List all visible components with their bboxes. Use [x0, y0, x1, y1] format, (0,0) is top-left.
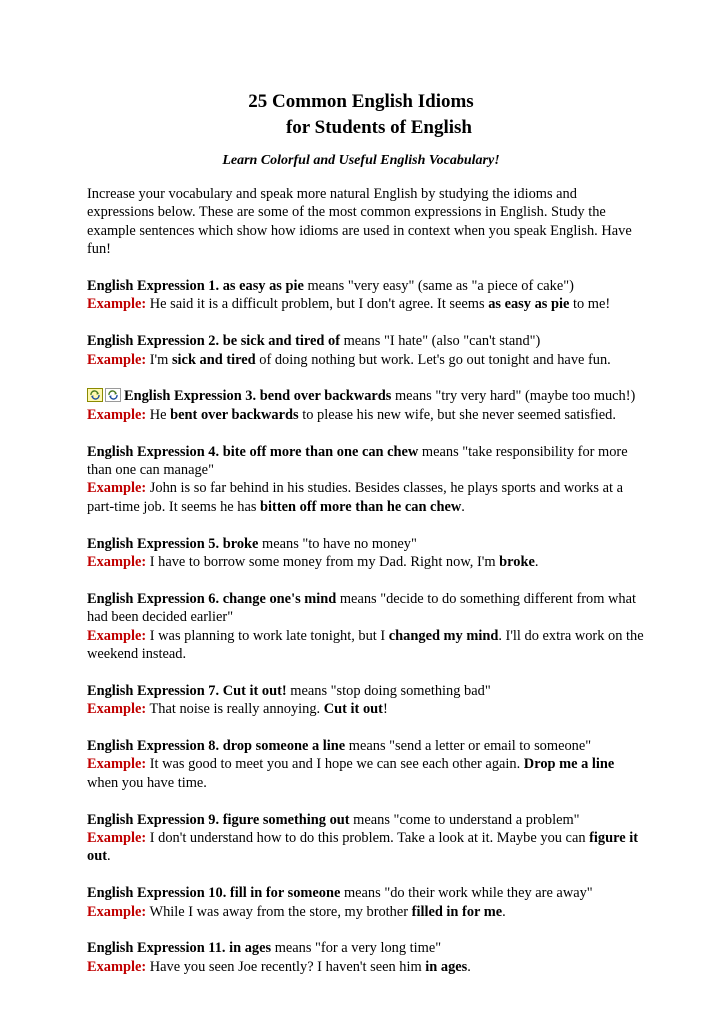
expression-meaning: means "decide to do something different from what had been decided earlier" [87, 590, 637, 626]
example-idiom: Cut it out [323, 701, 383, 718]
page-subtitle: Learn Colorful and Useful English Vocabulary! [222, 153, 500, 168]
example-text: He [146, 406, 171, 423]
page-title-line-2: for Students of English [285, 117, 472, 138]
example-text: I'm [146, 351, 172, 368]
expression-idiom: bend over backwards [259, 388, 392, 405]
expression-entry-6 [87, 590, 647, 664]
expression-idiom: as easy as pie [222, 278, 304, 295]
example-label: Example: [87, 958, 147, 975]
expression-entry-10 [87, 884, 647, 921]
expression-heading: English Expression 5. [87, 535, 220, 552]
example-text-end: . [502, 903, 506, 920]
example-label: Example: [87, 830, 147, 847]
example-idiom: bitten off more than he can chew [260, 498, 462, 515]
inline-icons [87, 388, 122, 402]
example-idiom: sick and tired [171, 351, 256, 368]
example-text: While I was away from the store, my brother [146, 903, 412, 920]
expression-heading: English Expression 3. [124, 388, 257, 405]
example-text-end: to me! [569, 296, 611, 313]
expression-entry-7 [87, 682, 647, 719]
example-text: I have to borrow some money from my Dad. Right now, I'm [146, 554, 500, 571]
example-label: Example: [87, 701, 147, 718]
example-idiom: in ages [425, 958, 468, 975]
example-text: He said it is a difficult problem, but I don't agree. It seems [146, 296, 489, 313]
example-label: Example: [87, 480, 147, 497]
expression-heading: English Expression 2. [87, 333, 220, 350]
example-label: Example: [87, 406, 147, 423]
expression-idiom: drop someone a line [222, 738, 346, 755]
example-text-end: ! [382, 701, 388, 718]
example-text-end: . [534, 554, 539, 571]
document-body [87, 185, 647, 976]
expression-entry-9 [87, 811, 647, 866]
example-label: Example: [87, 903, 147, 920]
expression-heading: English Expression 9. [87, 811, 220, 828]
expression-heading: English Expression 8. [87, 738, 220, 755]
example-idiom: bent over backwards [170, 406, 299, 423]
example-text-end: to please his new wife, but she never seemed satisfied. [298, 406, 616, 423]
example-text: I don't understand how to do this problem. Take a look at it. Maybe you can [146, 830, 590, 847]
expression-meaning: means "take responsibility for more than one can manage" [87, 443, 628, 479]
example-label: Example: [87, 351, 147, 368]
example-idiom: figure it out [87, 830, 639, 865]
intro-paragraph: Increase your vocabulary and speak more natural English by studying the idioms and expressions below. These are some of the most common expressions in English. Study the example sentences which show how idioms are used in context when you speak English. Have fun! [87, 186, 632, 258]
example-idiom: broke [499, 554, 535, 571]
expression-meaning: means "to have no money" [258, 535, 417, 552]
example-idiom: as easy as pie [488, 296, 570, 313]
expression-meaning: means "for a very long time" [271, 940, 442, 957]
expression-entry-3 [87, 387, 647, 424]
example-text: That noise is really annoying. [146, 701, 324, 718]
example-idiom: filled in for me [411, 903, 503, 920]
expression-heading: English Expression 7. [87, 682, 220, 699]
expression-idiom: Cut it out! [222, 682, 287, 699]
example-label: Example: [87, 296, 147, 313]
expression-idiom: fill in for someone [229, 885, 341, 902]
example-text: John is so far behind in his studies. Besides classes, he plays sports and works at a part-time job. It seems he has [87, 480, 624, 515]
example-text: It was good to meet you and I hope we can see each other again. [146, 756, 524, 773]
expression-meaning: means "try very hard" (maybe too much!) [391, 388, 636, 405]
expression-entry-2 [87, 332, 647, 369]
expression-meaning: means "I hate" (also "can't stand") [340, 333, 541, 350]
expression-entry-8 [87, 737, 647, 792]
page-title: 25 Common English Idioms [248, 91, 474, 112]
example-text: I was planning to work late tonight, but I [146, 627, 389, 644]
expression-heading: English Expression 4. [87, 443, 220, 460]
refresh-icon [87, 388, 103, 402]
expression-idiom: be sick and tired of [222, 333, 340, 350]
expression-entry-4 [87, 443, 647, 517]
example-label: Example: [87, 627, 147, 644]
example-text-end: . [107, 848, 111, 865]
expression-meaning: means "stop doing something bad" [286, 682, 491, 699]
refresh-icon [105, 388, 121, 402]
example-text-end: . [467, 958, 471, 975]
expression-heading: English Expression 10. [87, 885, 227, 902]
expression-meaning: means "send a letter or email to someone" [345, 738, 592, 755]
expression-heading: English Expression 6. [87, 590, 220, 607]
example-label: Example: [87, 756, 147, 773]
expression-entry-1 [87, 277, 647, 314]
expression-meaning: means "do their work while they are away" [340, 885, 593, 902]
expression-idiom: figure something out [222, 811, 350, 828]
example-text-end: when you have time. [87, 774, 207, 791]
example-label: Example: [87, 554, 147, 571]
expression-idiom: in ages [229, 940, 272, 957]
expression-meaning: means "come to understand a problem" [349, 811, 580, 828]
expression-heading: English Expression 11. [87, 940, 226, 957]
expression-idiom: broke [222, 535, 259, 552]
expression-heading: English Expression 1. [87, 278, 220, 295]
example-text-end: . [461, 498, 465, 515]
example-text-end: . I'll do extra work on the weekend instead. [87, 627, 644, 663]
expression-entry-5 [87, 535, 647, 572]
example-text: Have you seen Joe recently? I haven't seen him [146, 958, 426, 975]
expression-meaning: means "very easy" (same as "a piece of cake") [303, 278, 574, 295]
example-idiom: changed my mind [388, 627, 499, 644]
expression-idiom: change one's mind [222, 590, 337, 607]
expression-entry-11 [87, 939, 647, 976]
example-idiom: Drop me a line [523, 756, 615, 773]
example-text-end: of doing nothing but work. Let's go out tonight and have fun. [255, 351, 611, 368]
expression-idiom: bite off more than one can chew [222, 443, 419, 460]
